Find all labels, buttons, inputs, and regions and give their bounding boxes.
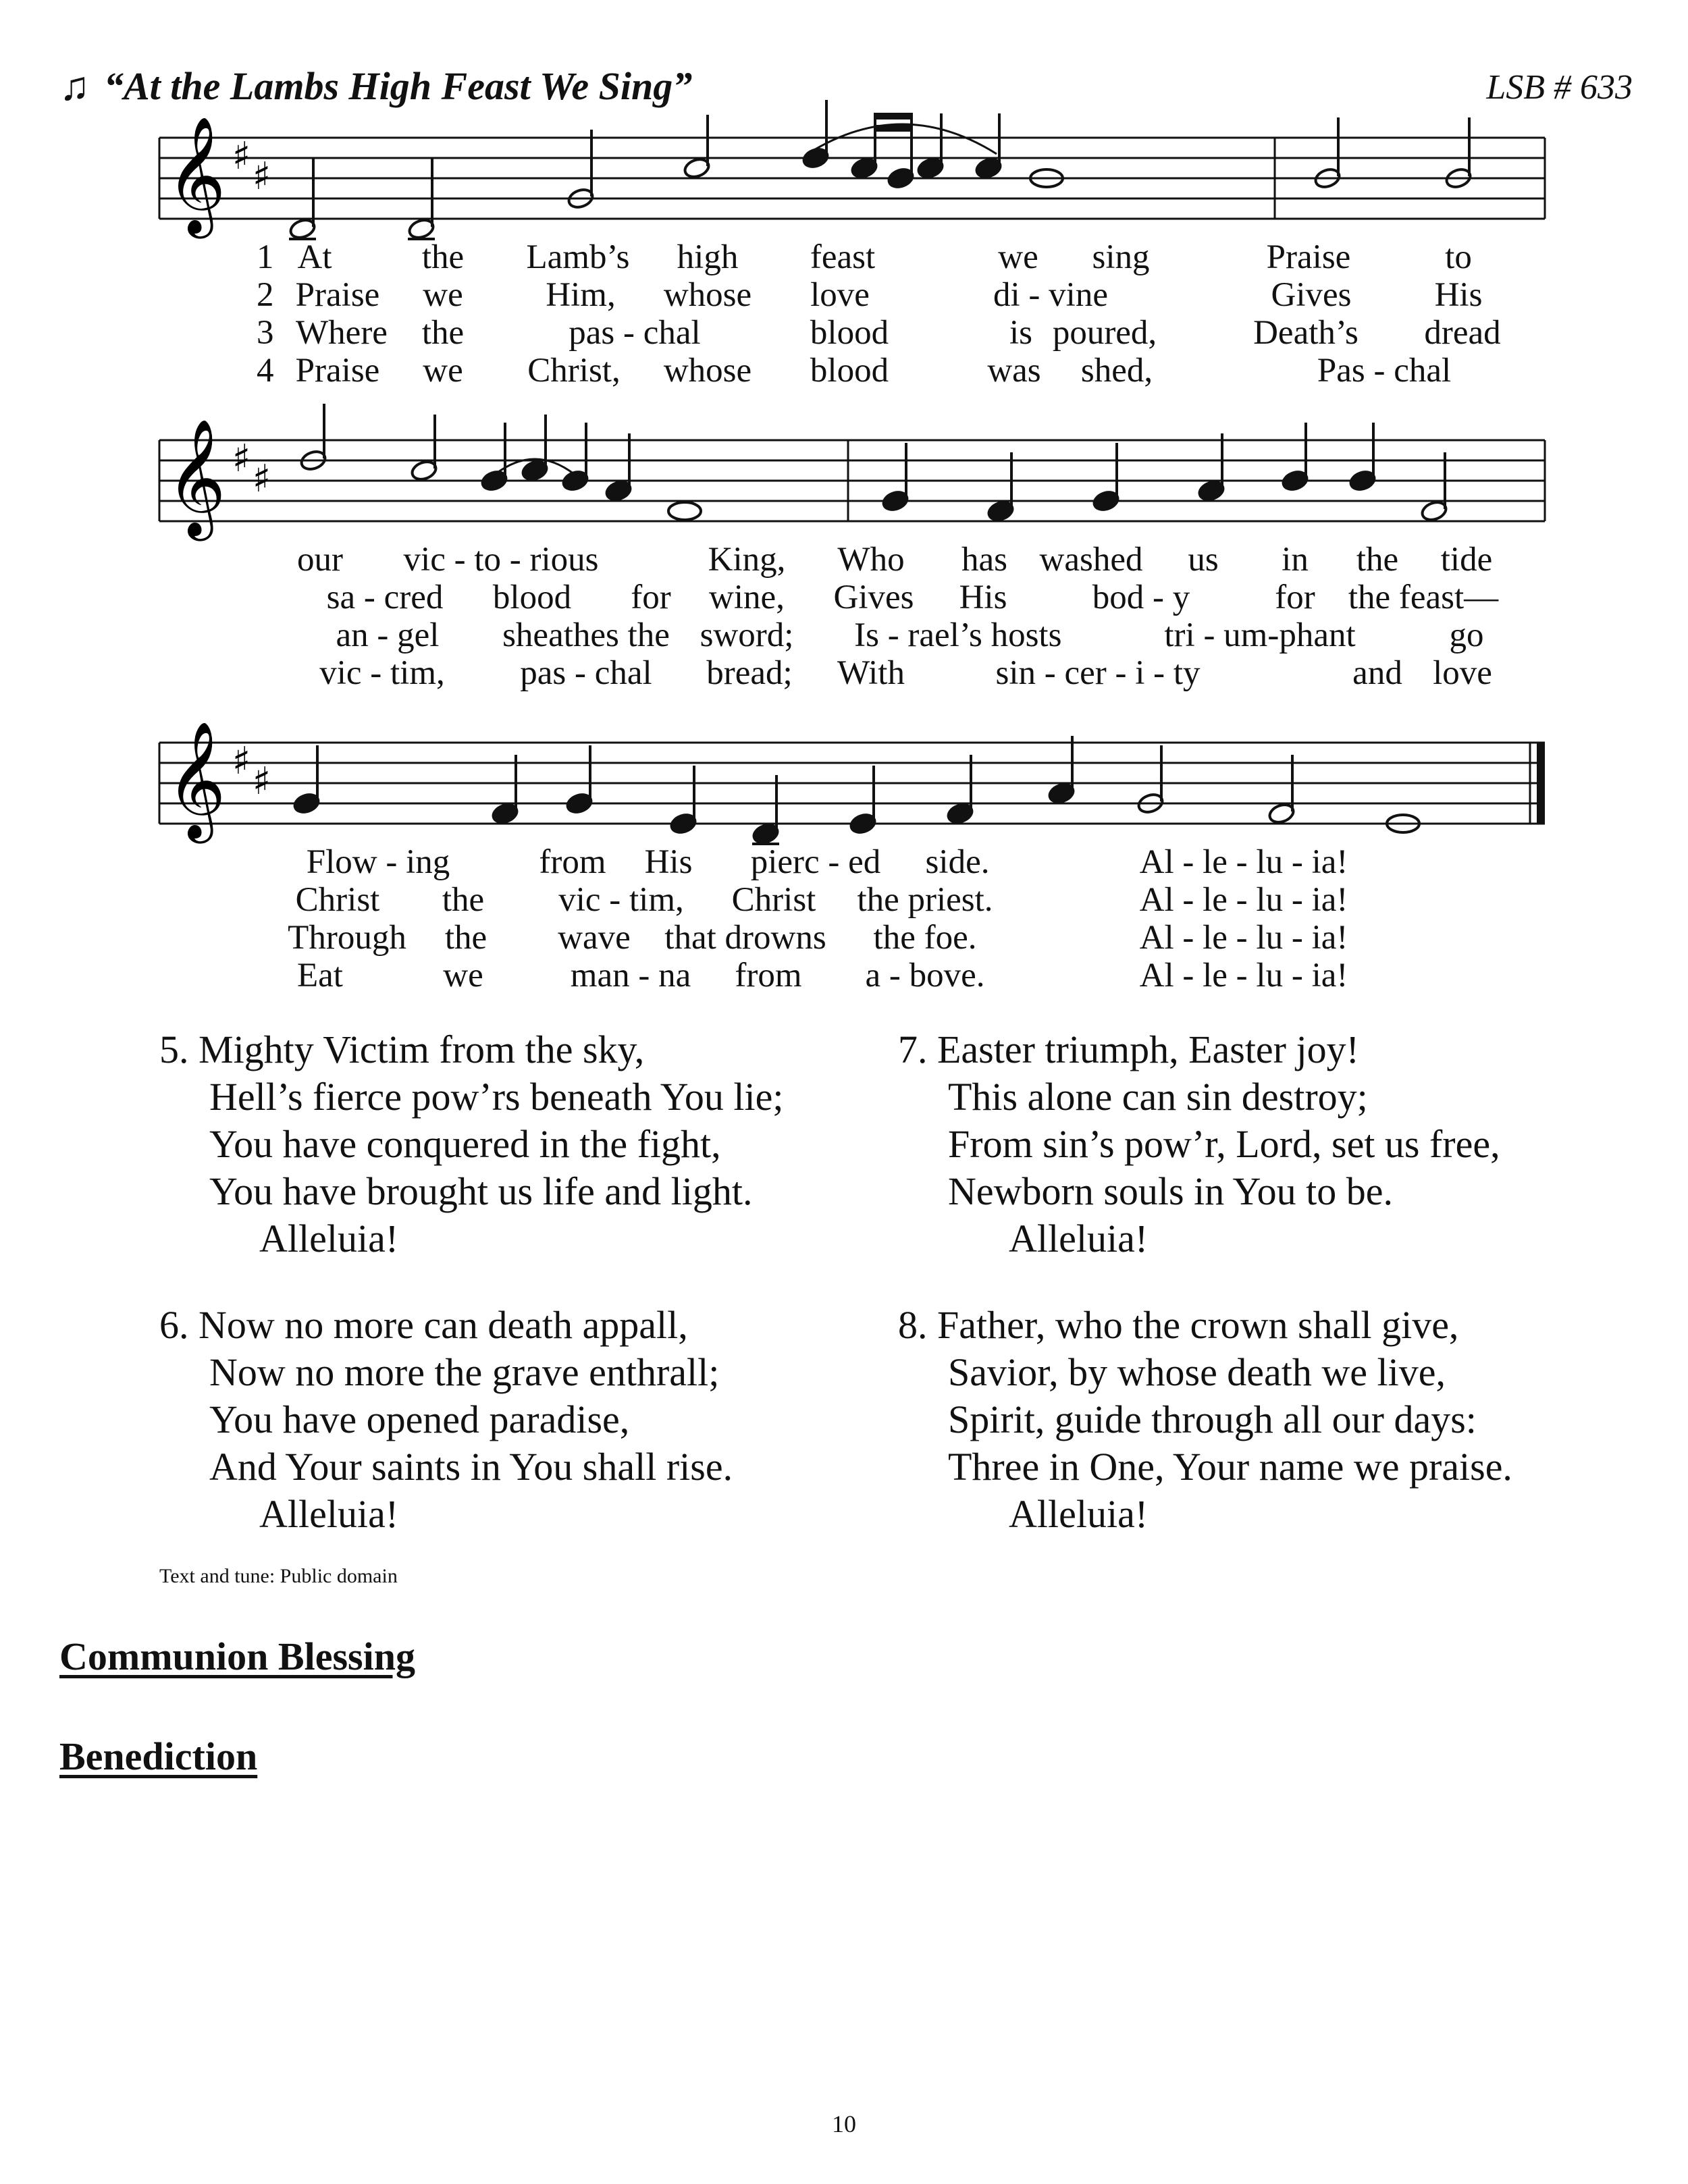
sharp-icon: ♯ [253, 457, 271, 501]
benediction-heading: Benediction [59, 1734, 258, 1778]
lyric-line: Christ the vic - tim, Christ the priest. Al - le - lu - ia! [295, 881, 1348, 919]
stanza-7: 7. Easter triumph, Easter joy! This alone can sin destroy; From sin’s pow’r, Lord, set us free, Newborn souls in You to be. Alleluia! [898, 1028, 1500, 1260]
treble-clef-icon: 𝄞 [166, 419, 226, 536]
sharp-icon: ♯ [253, 155, 271, 198]
hymn-number: LSB # 633 [1486, 68, 1633, 107]
sharp-icon: ♯ [232, 739, 251, 783]
lyric-line: sa - cred blood for wine, Gives His bod - y for the feast— [326, 579, 1499, 616]
music-staff-1 [159, 115, 1545, 257]
lyric-line: Flow - ing from His pierc - ed side. Al - le - lu - ia! [306, 843, 1348, 881]
hymn-title: “At the Lambs High Feast We Sing” [104, 64, 693, 108]
lyric-line: 2 Praise we Him, whose love di - vine Gives His [257, 276, 1483, 314]
lyric-line: 1 At the Lamb’s high feast we sing Praise to [257, 238, 1472, 276]
music-staff-3 [159, 720, 1545, 861]
lyric-line: Through the wave that drowns the foe. Al - le - lu - ia! [288, 919, 1348, 957]
lyric-line: 4 Praise we Christ, whose blood was shed, Pas - chal [257, 352, 1452, 390]
sharp-icon: ♯ [253, 760, 271, 803]
treble-clef-icon: 𝄞 [166, 116, 226, 234]
sharp-icon: ♯ [232, 134, 251, 178]
page-number: 10 [832, 2110, 856, 2137]
music-note-icon: ♫ [59, 64, 90, 109]
lyric-line: our vic - to - rious King, Who has washed us in the tide [297, 541, 1493, 579]
stanza-8: 8. Father, who the crown shall give, Savior, by whose death we live, Spirit, guide through all our days: Three in One, Your name we praise. Alleluia! [898, 1303, 1512, 1536]
stanza-6: 6. Now no more can death appall, Now no more the grave enthrall; You have opened paradise, And Your saints in You shall rise. Alleluia! [159, 1303, 733, 1536]
lyrics-system-1 [0, 238, 1688, 389]
lyric-line: Eat we man - na from a - bove. Al - le - lu - ia! [297, 957, 1348, 994]
hymn-title-row [59, 59, 1633, 113]
lyric-line: vic - tim, pas - chal bread; With sin - cer - i - ty and love [319, 654, 1492, 692]
music-staff-2 [159, 417, 1545, 559]
communion-blessing-heading: Communion Blessing [59, 1634, 415, 1678]
copyright-credit: Text and tune: Public domain [159, 1565, 398, 1587]
lyric-line: 3 Where the pas - chal blood is poured, Death’s dread [257, 314, 1501, 352]
treble-clef-icon: 𝄞 [166, 721, 226, 838]
sharp-icon: ♯ [232, 437, 251, 481]
lyrics-system-2 [0, 540, 1688, 691]
stanza-5: 5. Mighty Victim from the sky, Hell’s fierce pow’rs beneath You lie; You have conquered in the fight, You have brought us life and light. Alleluia! [159, 1028, 784, 1260]
lyric-line: an - gel sheathes the sword; Is - rael’s hosts tri - um-phant go [336, 616, 1484, 654]
lyrics-system-3 [0, 843, 1688, 994]
